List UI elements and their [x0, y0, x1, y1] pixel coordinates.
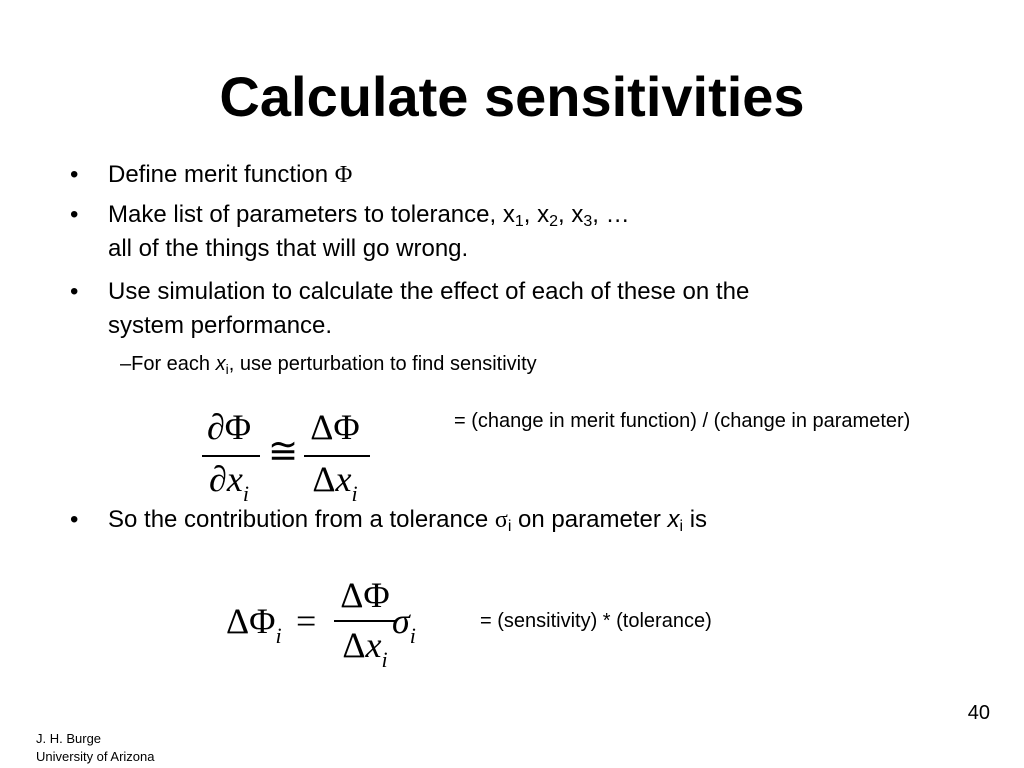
subscript: i: [225, 361, 229, 377]
delta-x-denominator: [300, 458, 370, 506]
subscript: i: [507, 518, 512, 535]
delta-x-denominator: [330, 624, 400, 672]
delta-operator: Δ: [312, 459, 336, 499]
sensitivity-equation: [198, 400, 398, 510]
bullet-continuation: all of the things that will go wrong.: [108, 235, 469, 262]
variable-x: x: [667, 506, 680, 533]
variable-x: x: [365, 625, 382, 665]
bullet-simulation: Use simulation to calculate the effect of each of these on the: [108, 278, 750, 305]
footer-author: J. H. Burge: [36, 731, 102, 746]
footer-affiliation: University of Arizona: [36, 749, 155, 764]
bullet-continuation: system performance.: [108, 312, 333, 339]
delta-phi-i: [226, 600, 282, 648]
bullet-text: So the contribution from a tolerance: [108, 506, 495, 533]
sensitivity-explanation: = (change in merit function) / (change in parameter): [454, 410, 911, 432]
sigma-i: [392, 600, 416, 648]
bullet-text: Make list of parameters to tolerance, x: [108, 201, 515, 228]
bullet-text: is: [683, 506, 708, 533]
bullet-marker: •: [70, 201, 79, 228]
bullet-define-merit: [108, 158, 352, 192]
bullet-text: , x: [558, 201, 584, 228]
partial-operator: ∂: [209, 459, 227, 499]
bullet-text: , …: [592, 201, 630, 228]
sub-bullet-dash: –: [120, 353, 132, 375]
subscript-i: i: [409, 623, 416, 648]
bullet-marker: •: [70, 506, 79, 533]
bullet-text: on parameter: [511, 506, 668, 533]
bullet-parameter-list: [108, 198, 630, 232]
bullet-marker: •: [70, 161, 79, 188]
subscript: i: [679, 518, 684, 535]
variable-x: x: [215, 353, 226, 375]
sigma-symbol: σ: [392, 601, 410, 641]
subscript: 2: [549, 213, 558, 230]
contribution-equation: [226, 570, 446, 680]
partial-x-denominator: [198, 458, 260, 506]
subscript: 1: [514, 213, 524, 230]
sub-bullet-text: For each: [131, 353, 216, 375]
bullet-contribution: [108, 503, 707, 537]
subscript-i: i: [351, 481, 358, 506]
fraction-bar: [202, 455, 260, 457]
approx-equal-symbol: ≅: [268, 431, 299, 471]
contribution-explanation: = (sensitivity) * (tolerance): [480, 610, 712, 632]
sigma-symbol: σ: [494, 507, 508, 533]
delta-phi: ΔΦ: [226, 601, 276, 641]
equals-symbol: =: [296, 601, 317, 641]
subscript: 3: [583, 213, 593, 230]
subscript-i: i: [381, 647, 388, 672]
delta-phi-numerator: ΔΦ: [310, 407, 360, 447]
fraction-bar: [334, 620, 396, 622]
bullet-text: , x: [523, 201, 550, 228]
slide-title: Calculate sensitivities: [219, 65, 805, 128]
phi-symbol: Φ: [334, 162, 353, 188]
bullet-marker: •: [70, 278, 79, 305]
fraction-bar: [304, 455, 370, 457]
subscript-i: i: [242, 481, 249, 506]
variable-x: x: [335, 459, 352, 499]
partial-phi-numerator: ∂Φ: [206, 407, 252, 447]
sub-bullet-text: , use perturbation to find sensitivity: [228, 353, 537, 375]
delta-phi-numerator: ΔΦ: [340, 575, 390, 615]
variable-x: x: [226, 459, 243, 499]
page-number: 40: [967, 702, 990, 724]
footer: [36, 730, 155, 766]
subscript-i: i: [275, 623, 282, 648]
bullet-text: Define merit function: [108, 161, 335, 188]
sub-bullet-perturbation: [120, 350, 537, 378]
delta-operator: Δ: [342, 625, 366, 665]
